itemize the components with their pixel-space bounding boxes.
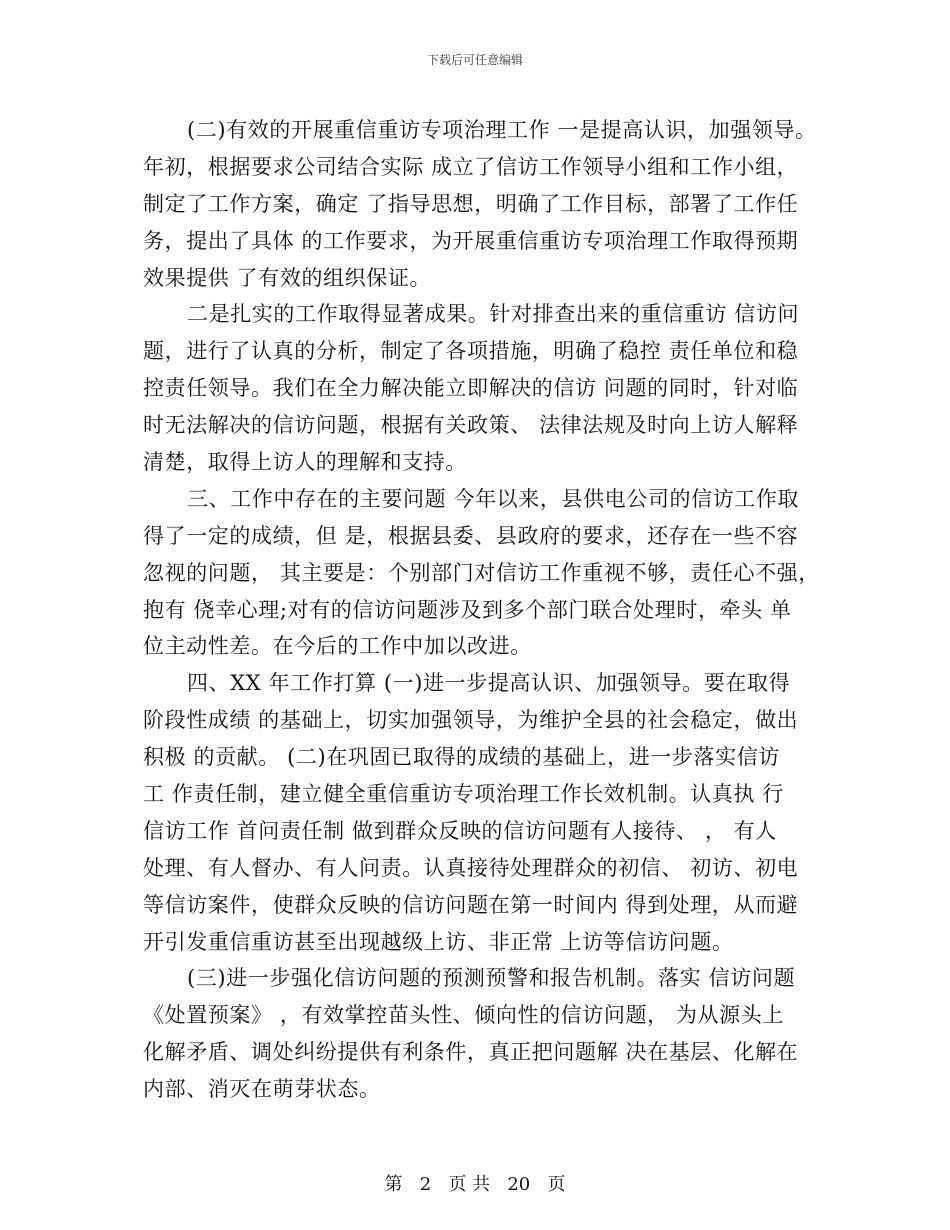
page-header: 下载后可任意编辑 — [426, 53, 523, 67]
text-line: (三)进一步强化信访问题的预测预警和报告机制。落实 信访问题 — [187, 966, 796, 991]
total-page-count: 20 — [507, 1174, 531, 1195]
text-line: 年初，根据要求公司结合实际 成立了信访工作领导小组和工作小组， — [143, 154, 799, 179]
text-line: 处理、有人督办、有人问责。认真接待处理群众的初信、 初访、初电 — [143, 855, 799, 880]
text-line: 三、工作中存在的主要问题 今年以来，县供电公司的信访工作取 — [187, 486, 800, 511]
text-line: 忽视的问题， 其主要是：个别部门对信访工作重视不够，责任心不强， — [143, 560, 820, 585]
current-page-number: 2 — [419, 1174, 432, 1195]
text-line: 得了一定的成绩，但 是，根据县委、县政府的要求，还存在一些不容 — [143, 523, 799, 548]
footer-suffix: 页 — [547, 1174, 566, 1195]
document-body — [143, 112, 820, 1108]
text-line: 化解矛盾、调处纠纷提供有利条件，真正把问题解 决在基层、化解在 — [143, 1040, 799, 1065]
text-line: 阶段性成绩 的基础上，切实加强领导，为维护全县的社会稳定，做出 — [143, 708, 799, 733]
text-line: 抱有 侥幸心理;对有的信访问题涉及到多个部门联合处理时，牵头 单 — [143, 597, 792, 622]
page-footer — [0, 1173, 950, 1197]
footer-middle: 页 共 — [448, 1174, 491, 1195]
text-line: 二是扎实的工作取得显著成果。针对排查出来的重信重访 信访问 — [187, 302, 800, 327]
text-line: 效果提供 了有效的组织保证。 — [143, 265, 432, 290]
text-line: 《处置预案》 ，有效掌控苗头性、倾向性的信访问题， 为从源头上 — [143, 1003, 784, 1028]
text-line: 信访工作 首问责任制 做到群众反映的信访问题有人接待、 ， 有人 — [143, 818, 777, 843]
footer-prefix: 第 — [384, 1174, 403, 1195]
text-line: 开引发重信重访甚至出现越级上访、非正常 上访等信访问题。 — [143, 929, 734, 954]
text-line: 控责任领导。我们在全力解决能立即解决的信访 问题的同时，针对临 — [143, 376, 799, 401]
text-line: 务，提出了具体 的工作要求，为开展重信重访专项治理工作取得预期 — [143, 228, 799, 253]
footer-spacer — [408, 1174, 414, 1195]
text-line: 时无法解决的信访问题，根据有关政策、 法律法规及时向上访人解释 — [143, 413, 799, 438]
footer-spacer — [496, 1174, 502, 1195]
text-line: 题，进行了认真的分析，制定了各项措施，明确了稳控 责任单位和稳 — [143, 339, 799, 364]
text-line: 积极 的贡献。 (二)在巩固已取得的成绩的基础上，进一步落实信访 — [143, 745, 780, 770]
text-line: 制定了工作方案，确定 了指导思想，明确了工作目标，部署了工作任 — [143, 191, 799, 216]
text-line: 等信访案件，使群众反映的信访问题在第一时间内 得到处理，从而避 — [143, 892, 799, 917]
text-line: 工 作责任制，建立健全重信重访专项治理工作长效机制。认真执 行 — [143, 782, 784, 807]
text-line: 内部、消灭在萌芽状态。 — [143, 1077, 381, 1102]
text-line: 四、XX 年工作打算 (一)进一步提高认识、加强领导。要在取得 — [187, 671, 791, 696]
text-line: 位主动性差。在今后的工作中加以改进。 — [143, 634, 532, 659]
footer-spacer — [437, 1174, 443, 1195]
text-line: (二)有效的开展重信重访专项治理工作 一是提高认识，加强领导。 — [187, 118, 817, 142]
footer-spacer — [536, 1174, 542, 1195]
text-line: 清楚，取得上访人的理解和支持。 — [143, 450, 467, 475]
